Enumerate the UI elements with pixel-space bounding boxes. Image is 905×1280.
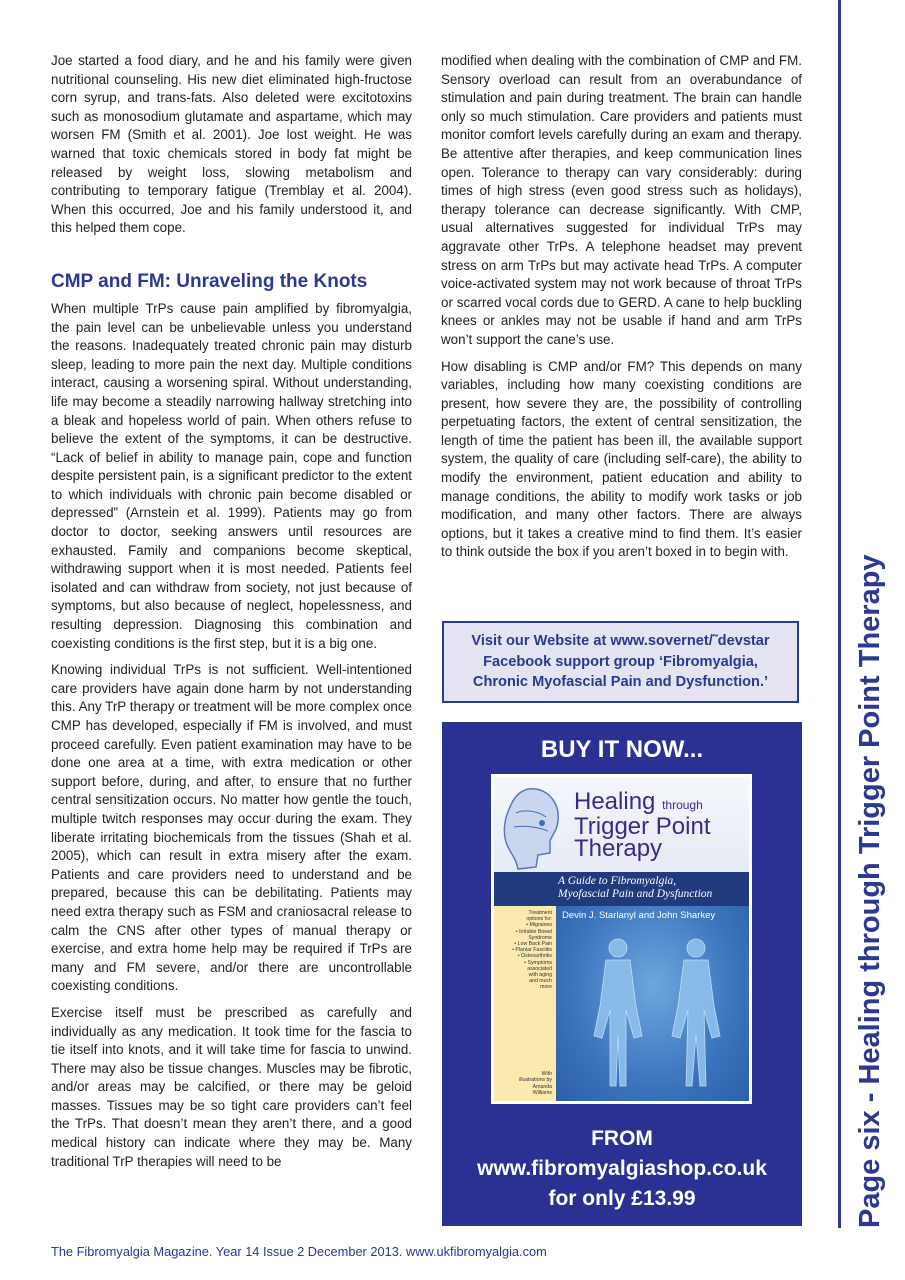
- head-illustration-icon: [498, 783, 568, 871]
- book-subtitle: A Guide to Fibromyalgia, Myofascial Pain and Dysfunction: [494, 872, 749, 906]
- book-title-trigger-point: Trigger Point: [574, 813, 711, 840]
- book-title: [574, 788, 711, 862]
- visit-website-box: [442, 621, 799, 703]
- left-column: [51, 52, 412, 1179]
- book-title-healing: Healing: [574, 788, 656, 815]
- paragraph-multiple-trps: When multiple TrPs cause pain amplified by fibromyalgia, the pain level can be unbelievable unless you understand the reasons. Inadequately treated chronic pain may disturb sleep, leading to more pain the next day. Multiple conditions interact, causing a worsening spiral. Without understanding, life may become a steadily narrowing hallway stretching into a bleak and hopeless world of pain. When others refuse to believe the extent of the symptoms, it can be destructive. “Lack of belief in ability to manage pain, cope and function despite persistent pain, is a significant predictor to the extent to which individuals with chronic pain become disabled or depressed” (Arnstein et al. 1999). Patients may go from doctor to doctor, seeking answers until resources are exhausted. Family and companions become skeptical, withdrawing support when it is most needed. Patients feel isolated and can withdraw from society, not just because of symptoms, but also because of neglect, hopelessness, and resulting depression. Diagnosing this combination and coexisting conditions is the first step, but it is a big one.: [51, 300, 412, 651]
- book-cover: [491, 774, 752, 1104]
- visit-line-website[interactable]: Visit our Website at www.sovernet/˜devstar: [471, 633, 770, 649]
- book-illustrator: With illustrations by Amanda Williams: [519, 1071, 552, 1096]
- human-figures-icon: [556, 906, 749, 1101]
- book-sidebar: Treatment options for: • Migraines • Irritable Bowel Syndrome • Low Back Pain • Plantar Fasciitis • Osteoarthritis • Symptoms associated with aging and much more With illustrations by Amanda Williams: [494, 906, 556, 1101]
- buy-from-label: FROM: [591, 1127, 653, 1150]
- buy-it-now-advert: [442, 722, 802, 1226]
- vertical-title-bar: [838, 0, 886, 1228]
- section-heading: CMP and FM: Unraveling the Knots: [51, 270, 368, 292]
- buy-shop-url[interactable]: www.fibromyalgiashop.co.uk: [477, 1157, 767, 1180]
- book-authors: Devin J. Starlanyl and John Sharkey: [562, 910, 716, 921]
- paragraph-exercise: Exercise itself must be prescribed as carefully and individually as any medication. It took time for the fascia to tie itself into knots, and it will take time for fascia to unwind. There may also be tissue changes. Muscles may be fibrotic, and/or areas may be calcified, or there may be geloid masses. Tissues may be so tight care providers can’t feel the TrPs. That doesn’t mean they aren’t there, and a good medical history can indicate where they may be. Many traditional TrP therapies will need to be: [51, 1004, 412, 1169]
- paragraph-modified: modified when dealing with the combination of CMP and FM. Sensory overload can result from an overabundance of stimulation and pain during treatment. The brain can handle only so much stimulation. Care providers and patients must monitor comfort levels carefully during an exam and therapy. Be attentive after therapies, and keep communication lines open. Tolerance to therapy can vary considerably: during times of high stress (even good stress such as holidays), therapy tolerance can decrease significantly. With CMP, usual alternatives suggested for individual TrPs may aggravate other TrPs. A telephone headset may prevent stress on arm TrPs but may activate head TrPs. A computer voice-activated system may not work because of throat TrPs or scarred vocal cords due to GERD. A cane to help buckling knees or ankles may not be usable if hand and arm TrPs won’t support the cane’s use.: [441, 53, 802, 347]
- visit-line-facebook: Facebook support group ‘Fibromyalgia,: [483, 653, 758, 670]
- body-figures-illustration: [556, 906, 749, 1101]
- right-column: [441, 52, 802, 570]
- buy-from-block: [442, 1124, 802, 1214]
- vertical-page-title: Page six - Healing through Trigger Point Therapy: [854, 554, 886, 1228]
- book-title-through: through: [662, 798, 703, 812]
- paragraph-how-disabling: How disabling is CMP and/or FM? This depends on many variables, including how many coexisting conditions are present, how severe they are, the possibility of controlling perpetuating factors, the extent of central sensitization, the length of time the patient has been ill, the available support system, the quality of care (including self-care), the ability to modify the environment, patient education and ability to manage conditions, the ability to modify work tasks or job modification, and many other factors. There are always options, but it takes a creative mind to find them. It’s easier to think outside the box if you aren’t boxed in to begin with.: [441, 358, 802, 560]
- buy-price: for only £13.99: [548, 1187, 696, 1210]
- visit-line-group: Chronic Myofascial Pain and Dysfunction.’: [472, 674, 769, 690]
- paragraph-food-diary: Joe started a food diary, and he and his family were given nutritional counseling. His new diet eliminated high-fructose corn syrup, and trans-fats. Also deleted were excitotoxins such as monosodium glutamate and aspartame, which may worsen FM (Smith et al. 2001). Joe lost weight. He was warned that toxic chemicals stored in body fat might be released by weight loss, slowing metabolism and contributing to temporary fatigue (Tremblay et al. 2004). When this occurred, Joe and his family understood it, and this helped them cope.: [51, 53, 412, 236]
- footer-citation: The Fibromyalgia Magazine. Year 14 Issue 2 December 2013. www.ukfibromyalgia.com: [51, 1244, 547, 1259]
- buy-it-now-title: BUY IT NOW...: [540, 736, 704, 763]
- book-title-therapy: Therapy: [574, 835, 663, 862]
- paragraph-knowing-trps: Knowing individual TrPs is not sufficient. Well-intentioned care providers have again done harm by not understanding this. Any TrP therapy or treatment will be more complex once CMP has developed, especially if FM is involved, and must proceed carefully. Even patient examination may have to be done one area at a time, with extra medication or other support before, during, and after, to ensure that no further central sensitization occurs. No matter how gentle the touch, multiple twitch responses may occur during the exam. They liberate irritating biochemicals from the tissues (Shah et al. 2005), which can result in extra misery after the exam. Patients and care providers need to understand and be prepared, because this can be debilitating. Patients may need extra therapy such as FSM and craniosacral release to calm the CNS after other types of manual therapy or exercise, and extra home help may be required if TrPs are many and FM severe, and/or there are uncontrollable coexisting conditions.: [51, 662, 412, 994]
